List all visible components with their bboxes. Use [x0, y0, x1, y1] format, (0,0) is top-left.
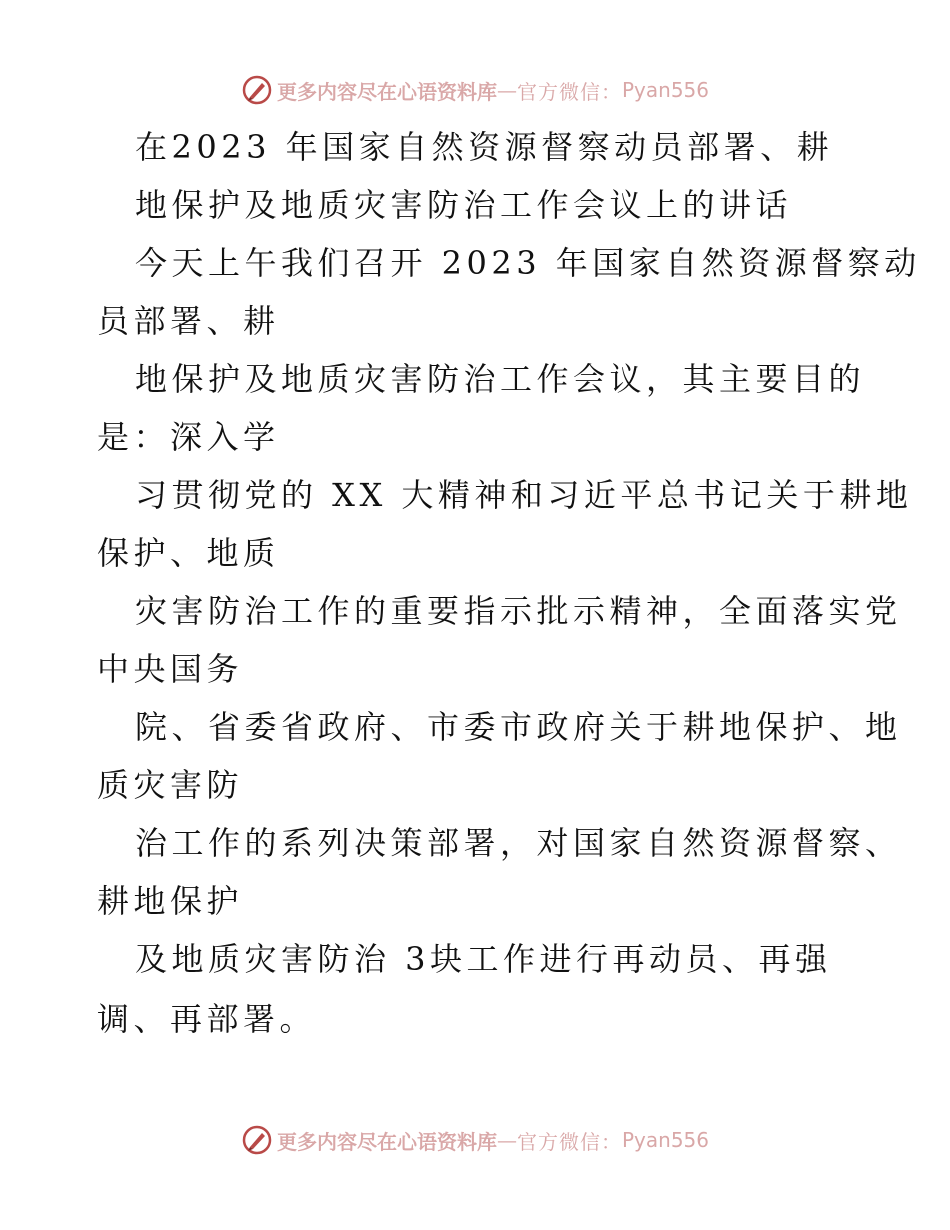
body-line: 调、再部署。	[97, 1000, 317, 1038]
footer-watermark	[0, 1122, 950, 1158]
body-line: 灾害防治工作的重要指示批示精神，全面落实党	[135, 592, 902, 630]
body-line: 中央国务	[97, 650, 244, 688]
body-line: 治工作的系列决策部署，对国家自然资源督察、	[135, 824, 902, 862]
watermark-wechat-id: Pyan556	[621, 1128, 709, 1152]
body-line: 员部署、耕	[97, 302, 280, 340]
pen-logo-icon	[241, 1124, 273, 1156]
body-line: 是：深入学	[97, 418, 280, 456]
watermark-site-text: 更多内容尽在心语资料库	[276, 79, 497, 104]
title-line-1: 在2023 年国家自然资源督察动员部署、耕	[135, 128, 834, 166]
body-line: 及地质灾害防治 3块工作进行再动员、再强	[135, 940, 832, 978]
watermark-wechat-label: 官方微信：	[516, 79, 622, 104]
body-line: 保护、地质	[97, 534, 280, 572]
pen-logo-icon	[241, 74, 273, 106]
watermark-separator: —	[496, 1128, 517, 1152]
body-line: 质灾害防	[97, 766, 244, 804]
watermark-site-text: 更多内容尽在心语资料库	[276, 1129, 497, 1154]
title-line-2: 地保护及地质灾害防治工作会议上的讲话	[135, 186, 793, 224]
body-line: 习贯彻党的 XX 大精神和习近平总书记关于耕地	[135, 476, 913, 514]
watermark-wechat-label: 官方微信：	[516, 1129, 622, 1154]
body-line: 院、省委省政府、市委市政府关于耕地保护、地	[135, 708, 902, 746]
body-line: 今天上午我们召开 2023 年国家自然资源督察动	[135, 244, 921, 282]
watermark-wechat-id: Pyan556	[621, 78, 709, 102]
header-watermark	[0, 72, 950, 108]
body-line: 地保护及地质灾害防治工作会议，其主要目的	[135, 360, 866, 398]
body-line: 耕地保护	[97, 882, 244, 920]
watermark-separator: —	[496, 78, 517, 102]
